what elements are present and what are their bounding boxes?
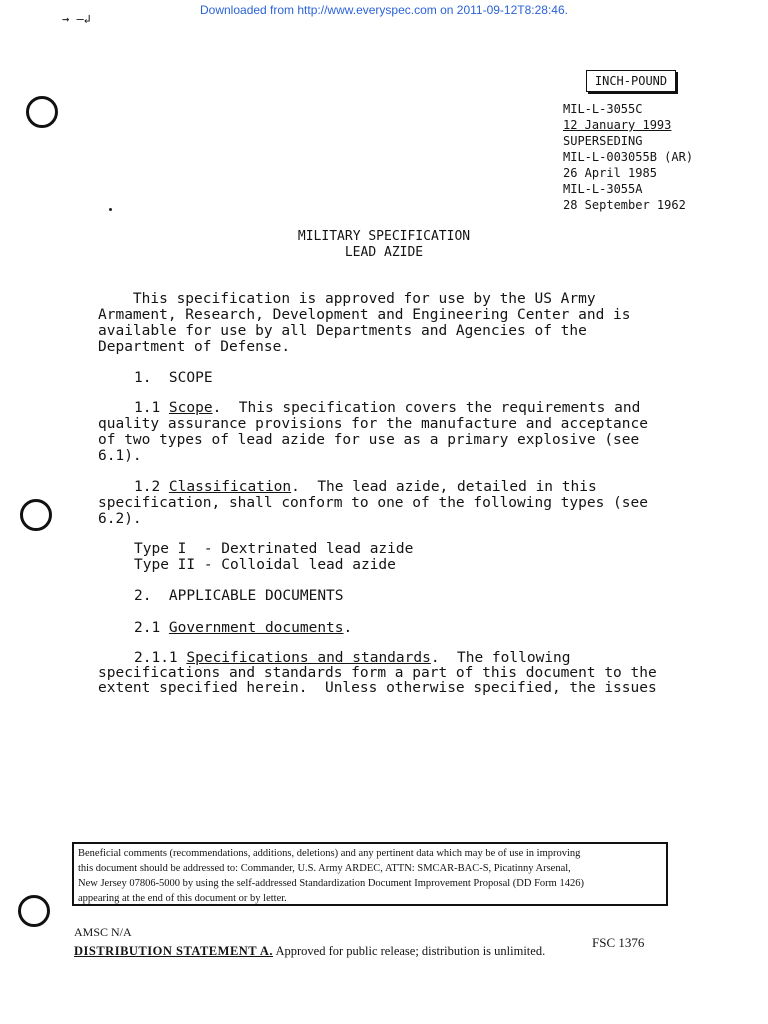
superseded-doc-1: MIL-L-003055B (AR) <box>563 150 694 164</box>
para-1-1-text: . This specification covers the requirements and <box>212 400 641 416</box>
distribution-statement-label: DISTRIBUTION STATEMENT A. <box>74 944 274 958</box>
comments-notice-line: this document should be addressed to: Commander, U.S. Army ARDEC, ATTN: SMCAR-BAC-S, Picatinny Arsenal, <box>78 863 571 874</box>
doc-date: 12 January 1993 <box>563 118 672 132</box>
approval-line: This specification is approved for use by the US Army <box>98 291 596 307</box>
corner-handwritten-mark: → —↲ <box>62 12 91 26</box>
para-1-2-first-line <box>134 479 734 495</box>
download-source-banner: Downloaded from http://www.everyspec.com on 2011-09-12T8:28:46. <box>200 3 568 17</box>
para-1-1-title: Scope <box>168 400 213 416</box>
distribution-statement-text: Approved for public release; distribution is unlimited. <box>273 944 546 958</box>
punch-hole-top <box>26 96 58 128</box>
para-1-1-number: 1.1 <box>134 400 169 416</box>
comments-notice-line: Beneficial comments (recommendations, additions, deletions) and any pertinent data which may be of use in improving <box>78 848 581 859</box>
spec-title: MILITARY SPECIFICATION <box>297 229 471 244</box>
doc-number: MIL-L-3055C <box>563 102 643 116</box>
para-2-1-1-text: . The following <box>430 650 571 666</box>
para-1-2-number: 1.2 <box>134 479 169 495</box>
spec-subject: LEAD AZIDE <box>344 245 424 260</box>
comments-notice-line: appearing at the end of this document or by letter. <box>78 893 287 904</box>
para-1-2-line: 6.2). <box>98 511 142 527</box>
para-2-1 <box>134 620 734 636</box>
distribution-statement <box>74 944 545 959</box>
para-2-1-1-title: Specifications and standards <box>186 650 431 666</box>
para-1-1-line: of two types of lead azide for use as a primary explosive (see <box>98 432 640 448</box>
para-2-1-title: Government documents <box>168 620 344 636</box>
type-1-definition: Type I - Dextrinated lead azide <box>134 541 414 557</box>
fsc-code: FSC 1376 <box>592 935 645 950</box>
para-2-1-end: . <box>343 620 353 636</box>
punch-hole-bottom <box>18 895 50 927</box>
speck <box>109 208 112 211</box>
comments-notice-line: New Jersey 07806-5000 by using the self-addressed Standardization Document Improvement Proposal (DD Form 1426) <box>78 878 584 889</box>
section-2-heading: 2. APPLICABLE DOCUMENTS <box>134 588 344 604</box>
para-1-1-line: quality assurance provisions for the manufacture and acceptance <box>98 416 648 432</box>
section-1-heading: 1. SCOPE <box>134 370 213 386</box>
para-1-2-text: . The lead azide, detailed in this <box>291 479 597 495</box>
approval-line: available for use by all Departments and Agencies of the <box>98 323 587 339</box>
superseding-label: SUPERSEDING <box>563 134 643 148</box>
punch-hole-middle <box>20 499 52 531</box>
para-2-1-1-line: specifications and standards form a part of this document to the <box>98 665 657 681</box>
para-2-1-1-number: 2.1.1 <box>134 650 187 666</box>
superseded-doc-2: MIL-L-3055A <box>563 182 643 196</box>
superseded-doc-1-date: 26 April 1985 <box>563 166 657 180</box>
para-2-1-1-line: extent specified herein. Unless otherwise specified, the issues <box>98 680 657 696</box>
superseded-doc-2-date: 28 September 1962 <box>563 198 686 212</box>
amsc-label: AMSC N/A <box>74 925 132 939</box>
approval-line: Department of Defense. <box>98 339 291 355</box>
type-2-definition: Type II - Colloidal lead azide <box>134 557 396 573</box>
para-2-1-number: 2.1 <box>134 620 169 636</box>
para-1-1-first-line <box>134 400 734 416</box>
para-1-2-line: specification, shall conform to one of the following types (see <box>98 495 648 511</box>
para-1-2-title: Classification <box>168 479 292 495</box>
approval-line: Armament, Research, Development and Engineering Center and is <box>98 307 631 323</box>
para-1-1-line: 6.1). <box>98 448 142 464</box>
inch-pound-label: INCH-POUND <box>586 70 676 92</box>
comments-notice-box <box>72 842 668 906</box>
para-2-1-1-first-line <box>134 650 734 666</box>
